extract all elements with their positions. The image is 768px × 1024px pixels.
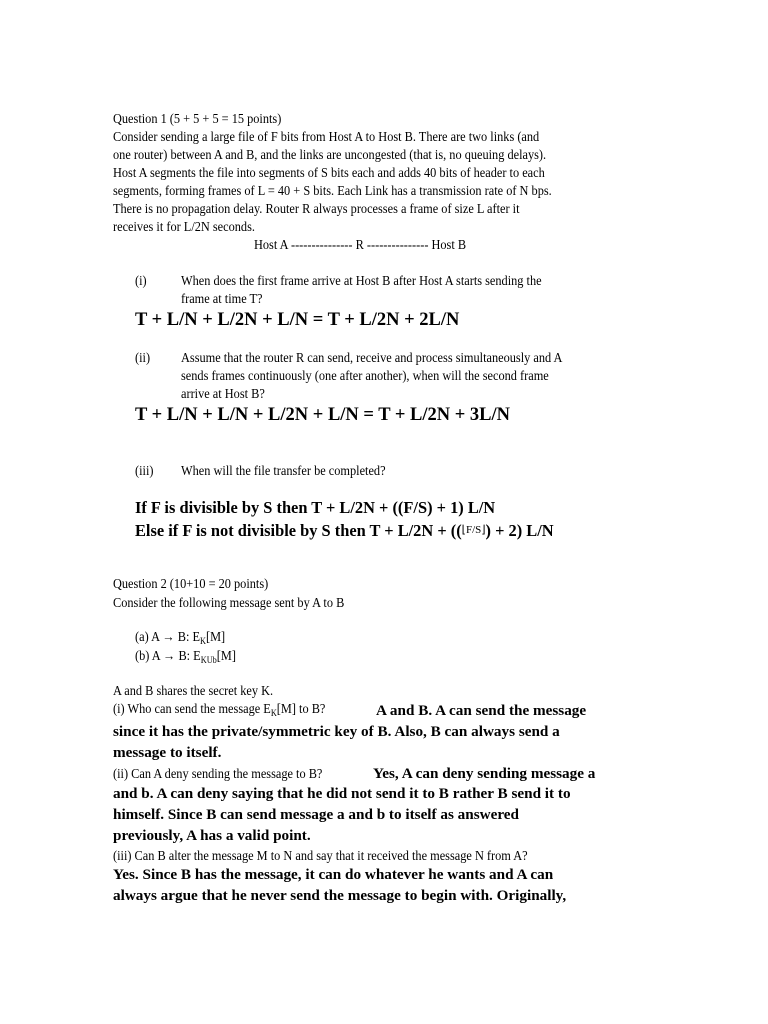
answer-line: Else if F is not divisible by S then T + L/2N + ((⌊F/S⌋) + 2) L/N (135, 521, 554, 540)
part-question-line: sends frames continuously (one after another), when will the second frame (181, 368, 549, 383)
answer-equation: T + L/N + L/2N + L/N = T + L/2N + 2L/N (135, 310, 460, 330)
q2-question-ii: (ii) Can A deny sending the message to B? (113, 766, 323, 781)
q2-part-i (113, 700, 344, 722)
network-diagram: Host A --------------- R --------------- Host B (254, 237, 467, 252)
q1-intro-line: There is no propagation delay. Router R always processes a frame of size L after it (113, 201, 520, 216)
answer-line: always argue that he never send the message to begin with. Originally, (113, 887, 567, 904)
answer-line: Yes, A can deny sending message a (373, 765, 596, 782)
answer-line: Yes. Since B has the message, it can do whatever he wants and A can (113, 866, 554, 883)
shared-key-note: A and B shares the secret key K. (113, 683, 274, 698)
answer-line: A and B. A can send the message (376, 702, 587, 719)
answer-line: previously, A has a valid point. (113, 827, 311, 844)
q1-intro-line: segments, forming frames of L = 40 + S bits. Each Link has a transmission rate of N bps. (113, 183, 552, 198)
q2-question-i: (i) Who can send the message $E_K[M]$ to B? (113, 701, 326, 718)
q1-intro-line: receives it for L/2N seconds. (113, 219, 255, 234)
answer-equation: T + L/N + L/N + L/2N + L/N = T + L/2N + 3L/N (135, 405, 511, 425)
answer-line: If F is divisible by S then T + L/2N + ((F/S) + 1) L/N (135, 498, 496, 517)
part-number: (iii) (135, 463, 154, 478)
part-number: (ii) (135, 350, 151, 365)
part-question-line: Assume that the router R can send, receive and process simultaneously and A (181, 350, 563, 365)
question-1-header: Question 1 (5 + 5 + 5 = 15 points) (113, 111, 282, 126)
part-question-line: arrive at Host B? (181, 386, 265, 401)
q2-question-iii: (iii) Can B alter the message M to N and say that it received the message N from A? (113, 848, 528, 863)
floor-expression: ⌊F/S⌋ (461, 524, 486, 536)
q2-intro: Consider the following message sent by A to B (113, 595, 345, 610)
answer-line: and b. A can deny saying that he did not send it to B rather B send it to (113, 785, 571, 802)
message-b: (b) A → B: $E_{KUb}[M]$ (135, 648, 236, 665)
part-question-line: When does the first frame arrive at Host B after Host A starts sending the (181, 273, 542, 288)
answer-line: since it has the private/symmetric key of B. Also, B can always send a (113, 723, 560, 740)
part-question-line: When will the file transfer be completed? (181, 463, 386, 478)
part-question-line: frame at time T? (181, 291, 263, 306)
q1-intro-line: Consider sending a large file of F bits from Host A to Host B. There are two links (and (113, 129, 540, 144)
question-2-header: Question 2 (10+10 = 20 points) (113, 576, 269, 591)
part-number: (i) (135, 273, 147, 288)
message-a: (a) A → B: $E_K[M]$ (135, 629, 226, 646)
answer-line: himself. Since B can send message a and b to itself as answered (113, 806, 519, 823)
q1-intro-line: Host A segments the file into segments of S bits each and adds 40 bits of header to each (113, 165, 545, 180)
answer-line: message to itself. (113, 744, 222, 761)
q1-intro-line: one router) between A and B, and the links are uncongested (that is, no queuing delays). (113, 147, 547, 162)
